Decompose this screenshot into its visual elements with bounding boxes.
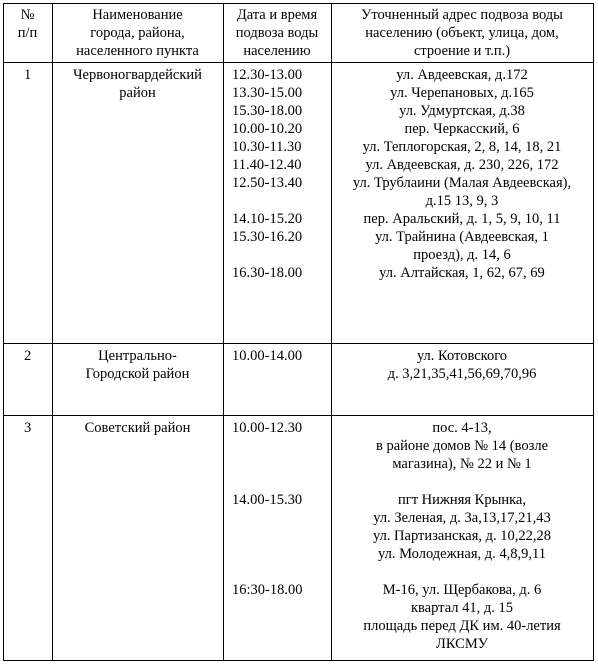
address-cell: д. 3,21,35,41,56,69,70,96 [387,366,537,382]
time-cell: 10.30-11.30 [232,139,302,155]
address-cell: магазина), № 22 и № 1 [392,456,532,472]
time-cell: 13.30-15.00 [232,85,303,101]
address-cell: ул. Удмуртская, д.38 [399,103,525,119]
address-cell: ул. Трайнина (Авдеевская, 1 [375,229,549,245]
district-name: Центрально- Городской район [85,348,190,382]
address-cell: М-16, ул. Щербакова, д. 6 [382,582,542,598]
address-cell: проезд), д. 14, 6 [413,247,511,263]
address-cell: д.15 13, 9, 3 [425,193,499,209]
address-cell: ул. Авдеевская, д. 230, 226, 172 [365,157,559,173]
header-divider [3,62,594,63]
address-cell: ул. Теплогорская, 2, 8, 14, 18, 21 [362,139,562,155]
row-num: 2 [24,348,32,364]
address-cell: пер. Черкасский, 6 [404,121,520,137]
table-border-bottom [3,660,594,661]
address-cell: площадь перед ДК им. 40-летия [363,618,561,634]
time-cell: 10.00-10.20 [232,121,303,137]
address-cell: в районе домов № 14 (возле [375,438,549,454]
table-border-right [593,3,594,661]
column-divider [223,3,224,661]
address-cell: ул. Зеленая, д. 3а,13,17,21,43 [373,510,551,526]
time-cell: 14.00-15.30 [232,492,303,508]
table-border-top [3,3,594,4]
address-cell: ЛКСМУ [436,636,488,652]
address-cell: ул. Молодежная, д. 4,8,9,11 [378,546,546,562]
header-address: Уточненный адрес подвоза воды населению (объект, улица, дом, строение и т.п.) [361,7,563,59]
district-name: Червоногвардейский район [73,67,202,101]
header-num: № п/п [17,7,38,41]
row-num: 1 [24,67,32,83]
address-cell: пгт Нижняя Крынка, [398,492,526,508]
address-cell: ул. Партизанская, д. 10,22,28 [372,528,552,544]
header-time: Дата и время подвоза воды населению [235,7,319,59]
time-cell: 12.30-13.00 [232,67,303,83]
header-name: Наименование города, района, населенного пункта [76,7,199,59]
time-cell: 16.30-18.00 [232,265,303,281]
time-cell: 15.30-16.20 [232,229,303,245]
address-cell: ул. Алтайская, 1, 62, 67, 69 [379,265,545,281]
address-cell: ул. Черепановых, д.165 [390,85,534,101]
time-cell: 12.50-13.40 [232,175,303,191]
row-num: 3 [24,420,32,436]
address-cell: пос. 4-13, [432,420,492,436]
time-cell: 14.10-15.20 [232,211,303,227]
time-cell: 16:30-18.00 [232,582,303,598]
address-cell: ул. Котовского [416,348,508,364]
time-cell: 15.30-18.00 [232,103,303,119]
row-divider [3,415,594,416]
row-divider [3,343,594,344]
water-delivery-table [3,3,594,661]
table-border-left [3,3,4,661]
address-cell: пер. Аральский, д. 1, 5, 9, 10, 11 [363,211,561,227]
time-cell: 10.00-14.00 [232,348,303,364]
address-cell: квартал 41, д. 15 [410,600,513,616]
district-name: Советский район [84,420,191,436]
address-cell: ул. Трублаини (Малая Авдеевская), [352,175,572,191]
time-cell: 11.40-12.40 [232,157,302,173]
time-cell: 10.00-12.30 [232,420,303,436]
address-cell: ул. Авдеевская, д.172 [396,67,528,83]
